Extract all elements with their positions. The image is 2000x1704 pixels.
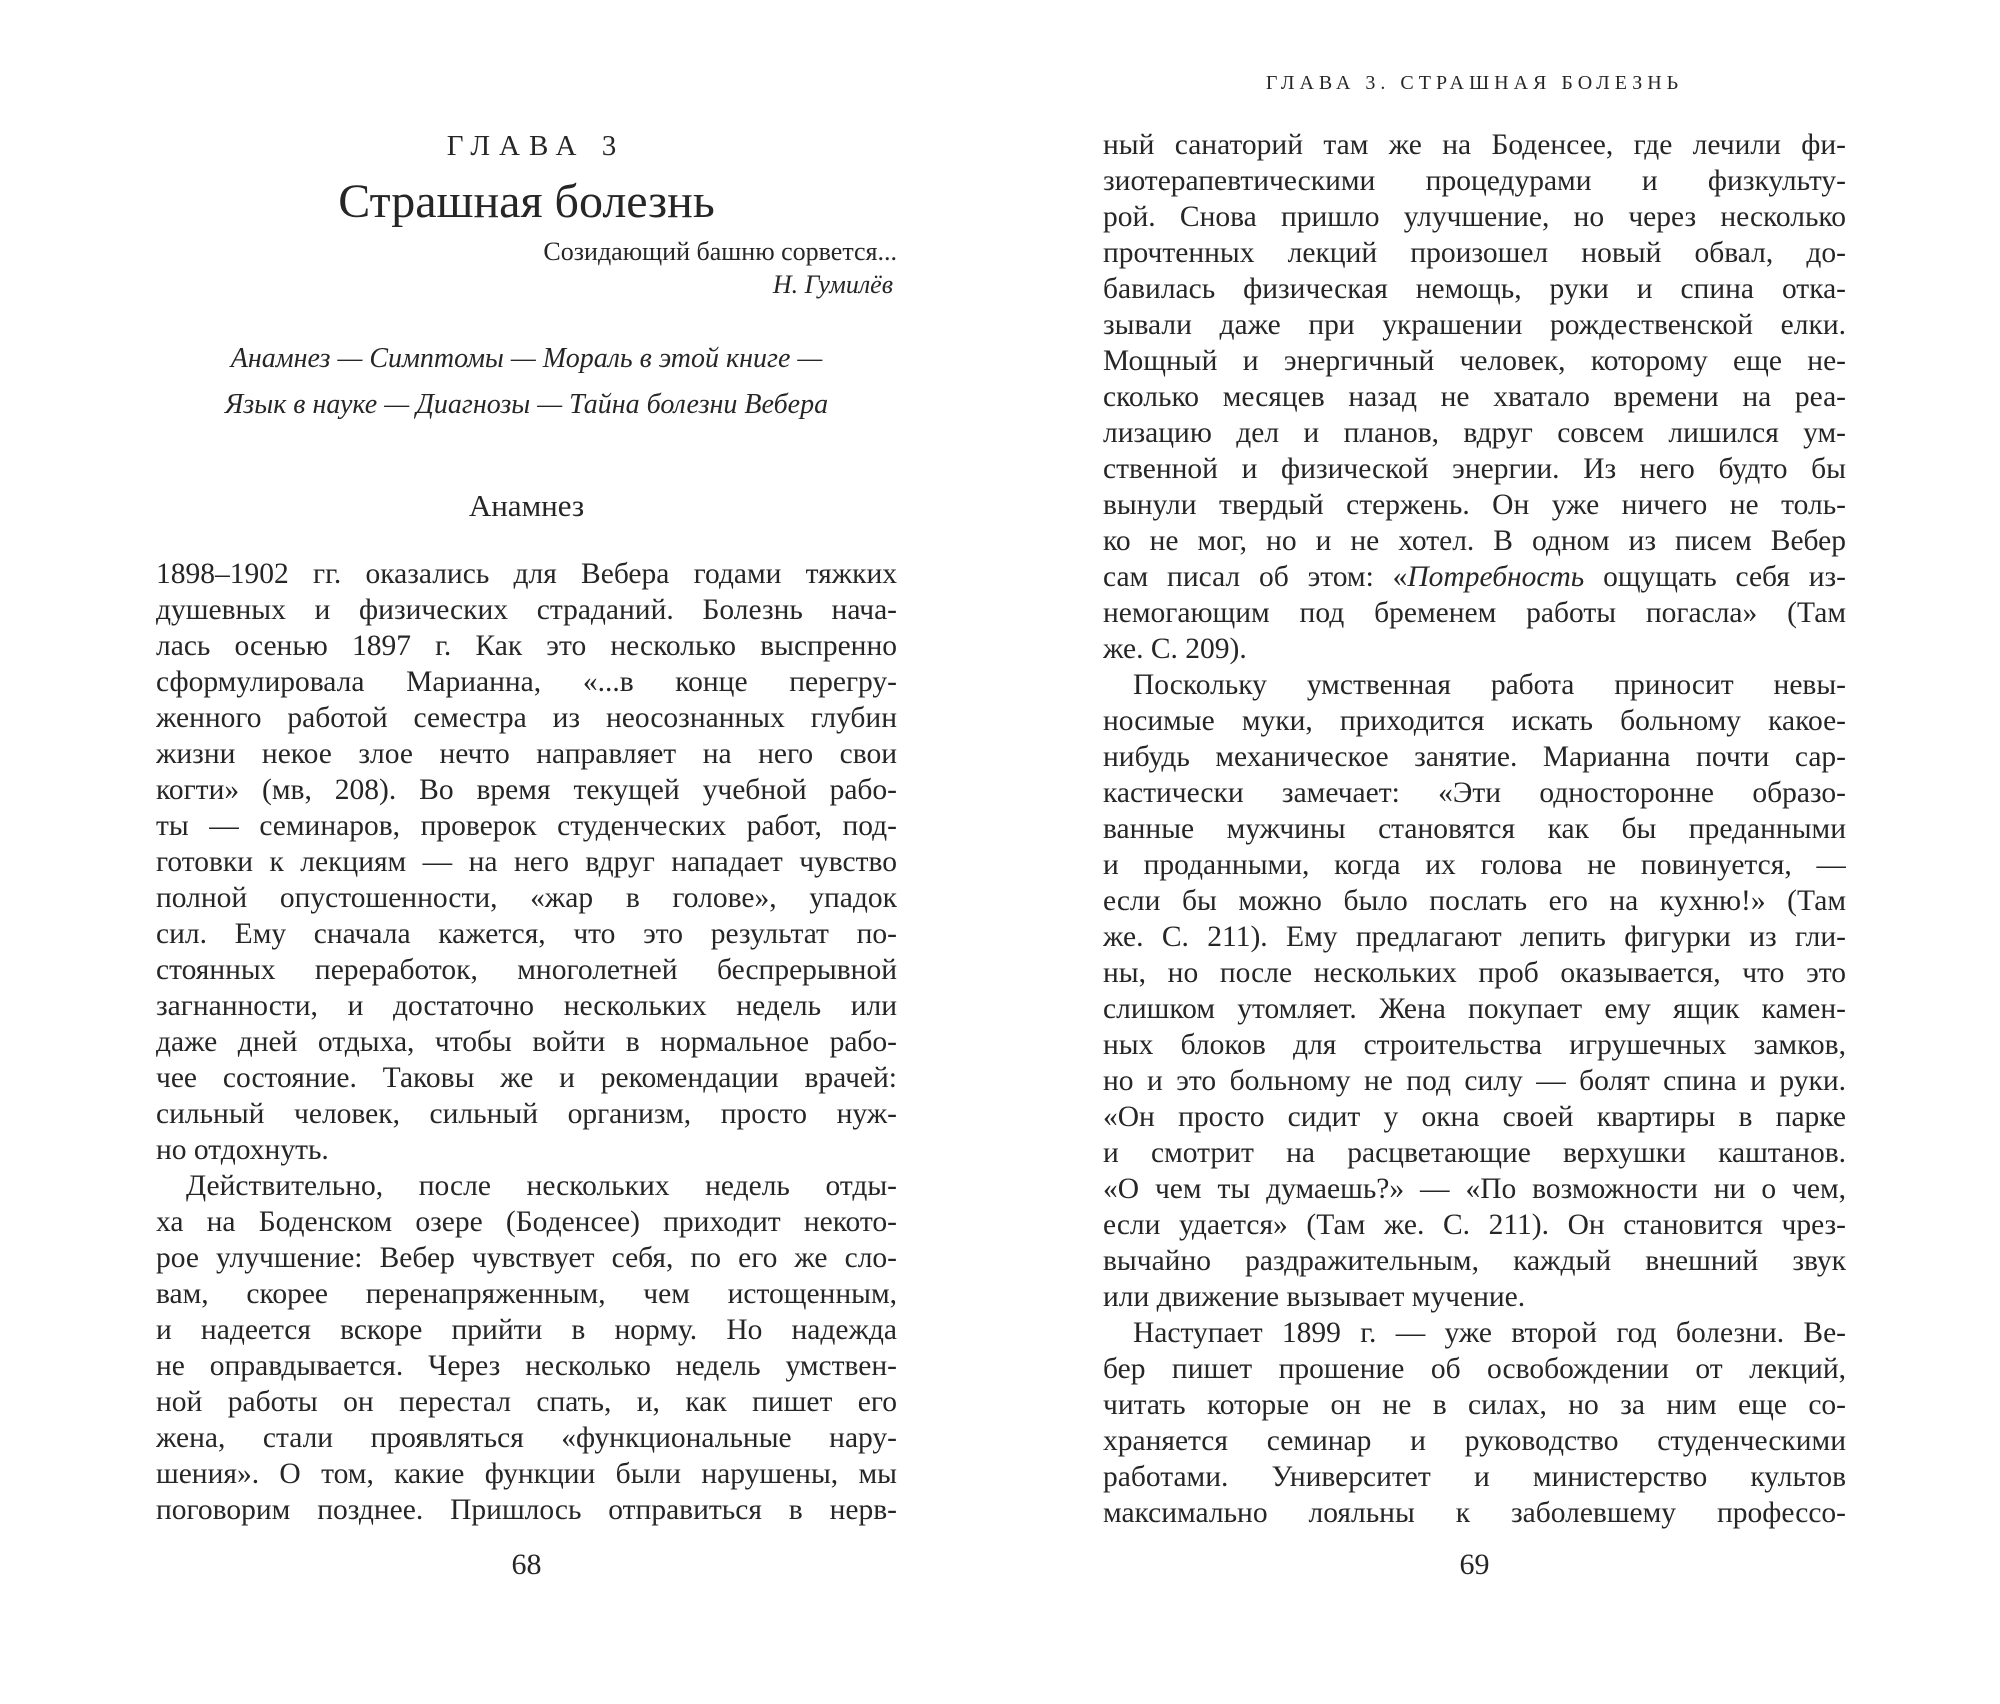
text-line: женного работой семестра из неосознанных глубин xyxy=(156,702,897,734)
text-line: полной опустошенности, «жар в голове», упадок xyxy=(156,882,897,914)
text-line: Поскольку умственная работа приносит невы- xyxy=(1133,669,1846,701)
text-line: немогающим под бременем работы погасла» (Там xyxy=(1103,597,1846,629)
emphasis: Потребность xyxy=(1407,561,1585,593)
text-line: храняется семинар и руководство студенческими xyxy=(1103,1425,1846,1457)
text-line: же. С. 211). Ему предлагают лепить фигурки из гли- xyxy=(1103,921,1846,953)
text-line: сил. Ему сначала кажется, что это результат по- xyxy=(156,918,897,950)
text-line: сколько месяцев назад не хватало времени на реа- xyxy=(1103,381,1846,413)
text-line: Мощный и энергичный человек, которому еще не- xyxy=(1103,345,1846,377)
body-text xyxy=(156,556,897,1528)
text-line: Действительно, после нескольких недель отды- xyxy=(186,1170,897,1202)
text-line: зиотерапевтическими процедурами и физкульту- xyxy=(1103,165,1846,197)
text-line: душевных и физических страданий. Болезнь нача- xyxy=(156,594,897,626)
text-line: поговорим позднее. Пришлось отправиться в нерв- xyxy=(156,1494,897,1526)
text-line: ны, но после нескольких проб оказывается, что это xyxy=(1103,957,1846,989)
text-line: когти» (мв, 208). Во время текущей учебной рабо- xyxy=(156,774,897,806)
text-line: «Он просто сидит у окна своей квартиры в парке xyxy=(1103,1101,1846,1133)
text-line: лась осенью 1897 г. Как это несколько выспренно xyxy=(156,630,897,662)
text-line: носимые муки, приходится искать больному какое- xyxy=(1103,705,1846,737)
text-line: готовки к лекциям — на него вдруг нападает чувство xyxy=(156,846,897,878)
chapter-title: Страшная болезнь xyxy=(338,175,715,228)
page-number: 68 xyxy=(511,1548,542,1581)
text-line: лизацию дел и планов, вдруг совсем лишился ум- xyxy=(1103,417,1846,449)
running-head: ГЛАВА 3. СТРАШНАЯ БОЛЕЗНЬ xyxy=(1265,72,1684,94)
text-line: прочтенных лекций произошел новый обвал, до- xyxy=(1103,237,1846,269)
text-line: стоянных переработок, многолетней беспрерывной xyxy=(156,954,897,986)
text-line: зывали даже при украшении рождественской елки. xyxy=(1103,309,1846,341)
text-line: бавилась физическая немощь, руки и спина отка- xyxy=(1103,273,1846,305)
text-line: вам, скорее перенапряженным, чем истощенным, xyxy=(156,1278,897,1310)
text-line: рое улучшение: Вебер чувствует себя, по его же сло- xyxy=(156,1242,897,1274)
text-line: сильный человек, сильный организм, просто нуж- xyxy=(156,1098,897,1130)
text-line: сформулировала Марианна, «...в конце перегру- xyxy=(156,666,897,698)
section-title: Анамнез xyxy=(468,488,585,523)
text-line: сам писал об этом: «Потребность ощущать себя из- xyxy=(1103,561,1846,593)
text-line: слишком утомляет. Жена покупает ему ящик камен- xyxy=(1103,993,1846,1025)
text-line: жена, стали проявляться «функциональные нару- xyxy=(156,1422,897,1454)
text-line: кастически замечает: «Эти односторонне образо- xyxy=(1103,777,1846,809)
text-line: и надеется вскоре прийти в норму. Но надежда xyxy=(156,1314,897,1346)
text-line: если бы можно было послать его на кухню!» (Там xyxy=(1103,885,1846,917)
chapter-summary xyxy=(156,336,897,428)
text-line: ха на Боденском озере (Боденсее) приходит некото- xyxy=(156,1206,897,1238)
text-line: Наступает 1899 г. — уже второй год болезни. Ве- xyxy=(1133,1317,1846,1349)
body-text xyxy=(1103,127,1846,1531)
text-line: бер пишет прошение об освобождении от лекций, xyxy=(1103,1353,1846,1385)
text-line: максимально лояльны к заболевшему профессо- xyxy=(1103,1497,1846,1529)
text-line: «О чем ты думаешь?» — «По возможности ни о чем, xyxy=(1103,1173,1846,1205)
text-line: загнанности, и достаточно нескольких недель или xyxy=(156,990,897,1022)
text-line: ный санаторий там же на Боденсее, где лечили фи- xyxy=(1103,129,1846,161)
text-line: вычайно раздражительным, каждый внешний звук xyxy=(1103,1245,1846,1277)
epigraph-text: Созидающий башню сорвется... xyxy=(543,237,897,266)
text-line: же. С. 209). xyxy=(1103,633,1247,665)
text-line: ственной и физической энергии. Из него будто бы xyxy=(1103,453,1846,485)
page-number: 69 xyxy=(1459,1548,1490,1581)
chapter-label: ГЛАВА 3 xyxy=(446,130,626,162)
text-line: ных блоков для строительства игрушечных замков, xyxy=(1103,1029,1846,1061)
text-line: читать которые он не в силах, но за ним еще со- xyxy=(1103,1389,1846,1421)
epigraph-author: Н. Гумилёв xyxy=(772,270,893,299)
text-line: 1898–1902 гг. оказались для Вебера годами тяжких xyxy=(156,558,897,590)
text-line: шения». О том, какие функции были нарушены, мы xyxy=(156,1458,897,1490)
summary-line: Анамнез — Симптомы — Мораль в этой книге — xyxy=(230,343,823,374)
text-line: вынули твердый стержень. Он уже ничего не толь- xyxy=(1103,489,1846,521)
text-line: ко не мог, но и не хотел. В одном из писем Вебер xyxy=(1103,525,1846,557)
text-line: жизни некое злое нечто направляет на него свои xyxy=(156,738,897,770)
text-line: но и это больному не под силу — болят спина и руки. xyxy=(1103,1065,1846,1097)
text-line: но отдохнуть. xyxy=(156,1134,329,1166)
text-line: и смотрит на расцветающие верхушки каштанов. xyxy=(1103,1137,1846,1169)
text-line: не оправдывается. Через несколько недель умствен- xyxy=(156,1350,897,1382)
text-line: даже дней отдыха, чтобы войти в нормальное рабо- xyxy=(156,1026,897,1058)
text-line: если удается» (Там же. С. 211). Он становится чрез- xyxy=(1103,1209,1846,1241)
text-line: нибудь механическое занятие. Марианна почти сар- xyxy=(1103,741,1846,773)
text-line: рой. Снова пришло улучшение, но через несколько xyxy=(1103,201,1846,233)
text-line: ты — семинаров, проверок студенческих работ, под- xyxy=(156,810,897,842)
text-line: ванные мужчины становятся как бы преданными xyxy=(1103,813,1846,845)
text-line: и проданными, когда их голова не повинуется, — xyxy=(1103,849,1846,881)
text-line: ной работы он перестал спать, и, как пишет его xyxy=(156,1386,897,1418)
text-line: работами. Университет и министерство культов xyxy=(1103,1461,1846,1493)
text-line: или движение вызывает мучение. xyxy=(1103,1281,1526,1313)
summary-line: Язык в науке — Диагнозы — Тайна болезни Вебера xyxy=(224,389,829,420)
text-line: чее состояние. Таковы же и рекомендации врачей: xyxy=(156,1062,897,1094)
